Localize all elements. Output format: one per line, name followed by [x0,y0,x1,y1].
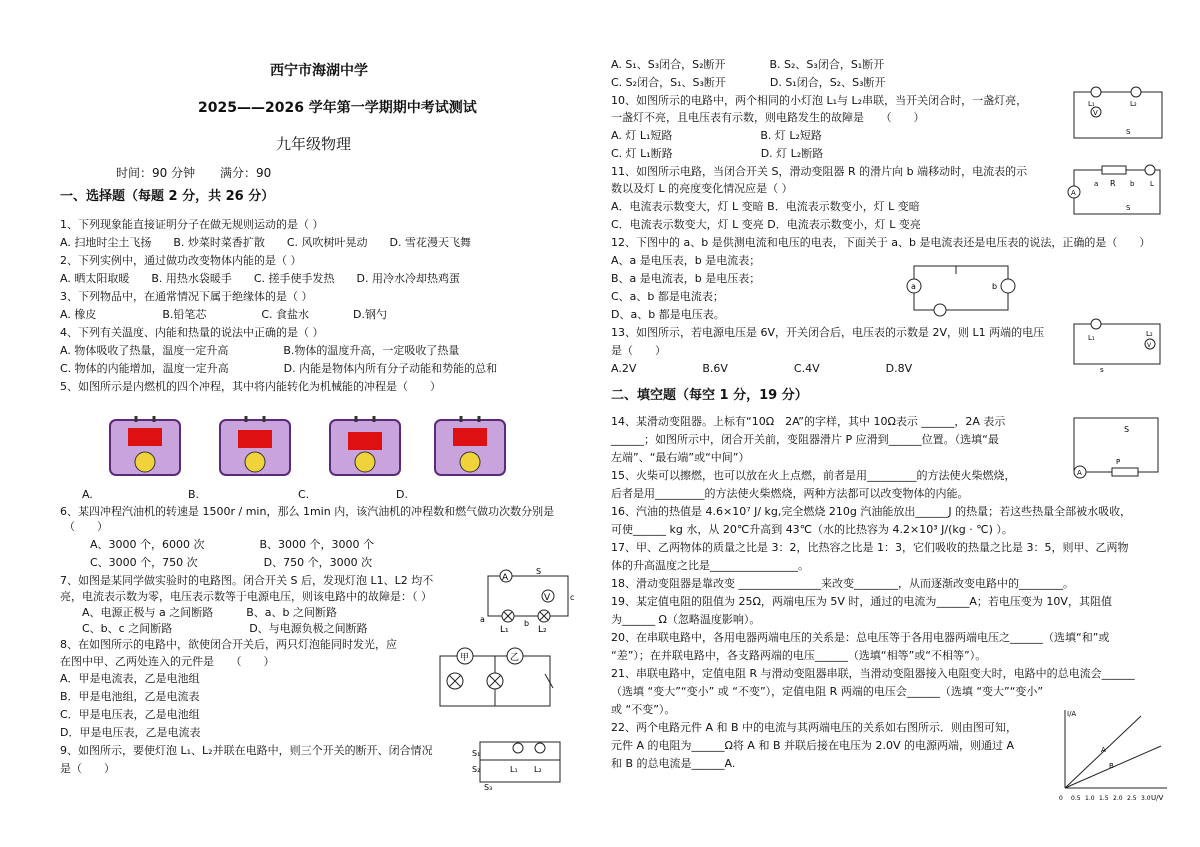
subject-title: 九年级物理 [276,135,352,153]
section-choice-heading: 一、选择题（每题 2 分，共 26 分） [60,189,275,204]
point-b-label: b [524,619,530,628]
l2-label: L₂ [538,625,547,635]
question-line: 亮，电流表示数为零，电压表示数等于电源电压，则该电路中的故障是：（ ） [60,590,432,603]
option-line: C. S₂闭合，S₁、S₃断开 D. S₁闭合，S₂、S₃断开 [611,76,886,89]
q7-circuit [478,566,578,638]
point-c-label: c [570,593,575,602]
a-label-q14: A [1077,469,1082,477]
option-line: A. S₁、S₃闭合，S₂断开 B. S₂、S₃闭合，S₁断开 [611,58,885,71]
tick: 2.5 [1127,795,1137,802]
section-fill-heading: 二、填空题（每空 1 分，19 分） [611,388,808,403]
engine-strokes-image [100,408,520,493]
s3-label: S₃ [484,783,493,792]
engine-label-d: D. [396,488,408,501]
svg-text:A: A [502,573,509,583]
iu-graph [1051,706,1171,802]
l1-label: L₁ [500,625,509,635]
fill-line: 17、甲、乙两物体的质量之比是 3：2，比热容之比是 1：3，它们吸收的热量之比是 3：5，则甲、乙两物 [611,541,1129,554]
question-line: 13、如图所示，若电源电压是 6V，开关闭合后，电压表的示数是 2V，则 L1 两端的电压 [611,326,1045,339]
q12-circuit-diagram [906,258,1016,318]
fill-line: 可使______ kg 水，从 20℃升高到 43℃（水的比热容为 4.2×10³ J/(kg · ℃) ）。 [611,523,1013,536]
question-line: 11、如图所示电路，当闭合开关 S，滑动变阻器 R 的滑片向 b 端移动时，电流表的示 [611,165,1028,178]
question-line: 数以及灯 L 的亮度变化情况应是（ ） [611,182,793,195]
question-line: 8、在如图所示的电路中，欲使闭合开关后，两只灯泡能同时发光，应 [60,638,397,651]
q10-circuit [1066,86,1166,146]
option-line: A、电源正极与 a 之间断路 B、a、b 之间断路 [82,606,338,619]
option-line: A．电流表示数变大，灯 L 变暗 B．电流表示数变小，灯 L 变暗 [611,200,920,213]
engine-a [110,416,180,475]
question-line: 元件 A 的电阻为______Ω将 A 和 B 并联后接在电压为 2.0V 的电源两端，则通过 A [611,739,1015,752]
question-line: 是（ ） [611,344,666,357]
fill-line: ______；如图所示中，闭合开关前，变阻器滑片 P 应滑到______位置。（选填“最 [611,433,999,446]
q8-circuit-diagram [435,646,555,714]
option-line: C、a、b 都是电流表； [611,290,724,303]
option-line: A.2V B.6V C.4V D.8V [611,362,913,375]
v-label-q10: V [1093,109,1098,117]
option-line: A、a 是电压表，b 是电流表； [611,254,761,267]
fill-line: 19、某定值电阻的阻值为 25Ω，两端电压为 5V 时，通过的电流为______A；若电压变为 10V，其阻值 [611,595,1112,608]
question-line: A. 物体吸收了热量，温度一定升高 B.物体的温度升高，一定吸收了热量 [60,344,460,357]
engine-b [220,416,290,475]
v-label-q13: V [1147,342,1152,349]
s2-label: S₂ [472,765,481,774]
option-line: C．甲是电压表，乙是电池组 [60,708,200,721]
option-line: B．甲是电池组，乙是电流表 [60,690,200,703]
point-a-label: a [480,615,485,624]
svg-text:A: A [1101,746,1106,754]
option-line: B、a 是电流表，b 是电压表； [611,272,761,285]
question-line: （ ） [64,520,108,533]
engine-c [330,416,400,475]
q12-circuit [906,258,1016,318]
question-line: 7、如图是某同学做实验时的电路图。闭合开关 S 后，发现灯泡 L1、L2 均不 [60,574,434,587]
tick: 2.0 [1113,795,1123,802]
fill-line: “差”）；在并联电路中，各支路两端的电压______（选填“相等”或“不相等”）。 [611,649,987,662]
engine-label-b: B. [188,488,200,501]
tick: 0 [1059,795,1063,802]
meter-a-label: a [911,282,916,291]
question-line: A. 橡皮 B.铅笔芯 C. 食盐水 D.钢勺 [60,308,388,321]
svg-text:V: V [544,593,551,603]
question-line: 1、下列现象能直接证明分子在做无规则运动的是（ ） [60,218,324,231]
question-line: 一盏灯不亮，且电压表有示数，则电路发生的故障是 （ ） [611,111,925,124]
l2-label-q9: L₂ [534,765,542,774]
option-line: A．甲是电流表，乙是电池组 [60,672,200,685]
q14-circuit [1066,410,1166,482]
point-b-q11: b [1130,180,1135,188]
svg-text:L: L [1150,180,1154,188]
option-line: D．甲是电压表，乙是电流表 [60,726,201,739]
option-line: C. 灯 L₁断路 D. 灯 L₂断路 [611,147,824,160]
fill-line: 体的升高温度之比是________________。 [611,559,809,572]
switch-s-label: S [536,567,542,576]
yi-label: 乙 [510,653,520,663]
question-line: 2、下列实例中，通过做功改变物体内能的是（ ） [60,254,302,267]
option-line: D、a、b 都是电压表。 [611,308,725,321]
q22-iu-graph [1051,706,1171,802]
q14-circuit-diagram [1066,410,1166,482]
meter-b-label: b [992,282,998,291]
q9-circuit-diagram [470,732,570,792]
s-label-q11: S [1126,204,1131,212]
fill-line: 18、滑动变阻器是靠改变 _______________来改变________，从而逐渐改变电路中的________。 [611,577,1074,590]
option-line: A、3000 个，6000 次 B、3000 个，3000 个 [90,538,375,551]
point-a-q11: a [1094,180,1099,188]
option-line: C、b、c 之间断路 D、与电源负极之间断路 [82,622,368,635]
option-line: C．电流表示数变大，灯 L 变亮 D．电流表示数变小，灯 L 变亮 [611,218,921,231]
q7-circuit-diagram [478,566,578,638]
option-line: A. 灯 L₁短路 B. 灯 L₂短路 [611,129,822,142]
fill-line: 16、汽油的热值是 4.6×10⁷ J/ kg,完全燃烧 210g 汽油能放出______J 的热量；若这些热量全部被水吸收， [611,505,1132,518]
r-label-q11: R [1110,179,1116,188]
question-line: 6、某四冲程汽油机的转速是 1500r / min，那么 1min 内，该汽油机的冲程数和燃气做功次数分别是 [60,505,555,518]
engine-d [435,416,505,475]
question-line: 9、如图所示，要使灯泡 L₁、L₂并联在电路中，则三个开关的断开、闭合情况 [60,744,433,757]
option-line: C、3000 个，750 次 D、750 个，3000 次 [90,556,373,569]
fill-line: 15、火柴可以擦燃，也可以放在火上点燃，前者是用_________的方法使火柴燃烧， [611,469,1016,482]
s-label-q14: S [1124,425,1130,434]
svg-text:B: B [1109,762,1114,770]
q8-circuit [435,646,555,714]
school-name: 西宁市海湖中学 [270,63,368,79]
p-label-q14: P [1116,458,1121,466]
s-label-q10: S [1126,128,1131,136]
fill-line: 21、串联电路中，定值电阻 R 与滑动变阻器串联，当滑动变阻器接入电阻变大时，电路中的总电流会______ [611,667,1135,680]
l1-label-q13: L₁ [1088,334,1095,342]
tick: 1.5 [1099,795,1109,802]
engine-label-c: C. [298,488,310,501]
jia-label: 甲 [460,653,470,663]
l1-label-q10: L₁ [1088,100,1095,108]
q11-circuit [1066,156,1166,220]
question-line: C. 物体的内能增加，温度一定升高 D. 内能是物体内所有分子动能和势能的总和 [60,362,498,375]
s-label-q13: s [1100,366,1104,374]
a-label-q11: A [1071,189,1076,197]
question-line: 12、下图中的 a、b 是供测电流和电压的电表，下面关于 a、b 是电流表还是电压表的说法，正确的是（ ） [611,236,1151,249]
graph-y-label: I/A [1067,710,1077,718]
question-line: A. 扫地时尘土飞扬 B. 炒菜时菜香扩散 C. 风吹树叶晃动 D. 雪花漫天飞舞 [60,236,471,249]
question-line: 4、下列有关温度、内能和热量的说法中正确的是（ ） [60,326,324,339]
engine-label-a: A. [82,488,93,501]
question-line: 在图中甲、乙两处连入的元件是 （ ） [60,655,275,668]
q11-circuit-diagram [1066,156,1166,220]
tick: 0.5 [1071,795,1081,802]
fill-line: 为______ Ω（忽略温度影响）。 [611,613,761,626]
fill-line: （选填 “变大”“变小” 或 “不变”），定值电阻 R 两端的电压会______（选填 “变大”“变小” [611,685,1044,698]
question-line: 是（ ） [60,762,115,775]
fill-line: 后者是用_________的方法使火柴燃烧，两种方法都可以改变物体的内能。 [611,487,969,500]
l1-label-q9: L₁ [510,765,518,774]
question-line: 10、如图所示的电路中，两个相同的小灯泡 L₁与 L₂串联，当开关闭合时，一盏灯亮， [611,94,1028,107]
exam-score: 满分：90 [220,166,272,180]
question-line: 和 B 的总电流是______A. [611,757,736,770]
question-line: 5、如图所示是内燃机的四个冲程，其中将内能转化为机械能的冲程是（ ） [60,380,441,393]
tick: 3.0 [1141,795,1151,802]
l2-label-q13: L₂ [1146,330,1153,338]
s1-label: S₁ [472,749,481,758]
fill-line: 左端”、“最右端”或“中间”） [611,451,750,464]
exam-time: 时间：90 分钟 [116,166,196,180]
q13-circuit [1066,318,1166,374]
fill-line: 20、在串联电路中，各用电器两端电压的关系是：总电压等于各用电器两端电压之______（选填“和”或 [611,631,1110,644]
q10-circuit-diagram [1066,86,1166,146]
fill-line: 或 “不变”）。 [611,703,676,716]
q13-circuit-diagram [1066,318,1166,374]
engine-figures [100,408,520,493]
question-line: 3、下列物品中，在通常情况下属于绝缘体的是（ ） [60,290,313,303]
exam-title: 2025——2026 学年第一学期期中考试测试 [198,100,477,116]
question-line: 22、两个电路元件 A 和 B 中的电流与其两端电压的关系如右图所示．则由图可知， [611,721,1018,734]
graph-x-label: U/V [1151,794,1164,802]
question-line: A. 晒太阳取暖 B. 用热水袋暖手 C. 搓手使手发热 D. 用冷水冷却热鸡蛋 [60,272,460,285]
q9-circuit [470,732,570,792]
l2-label-q10: L₂ [1130,100,1137,108]
tick: 1.0 [1085,795,1095,802]
fill-line: 14、某滑动变阻器。上标有“10Ω 2A”的字样，其中 10Ω表示 ______，2A 表示 [611,415,1006,428]
